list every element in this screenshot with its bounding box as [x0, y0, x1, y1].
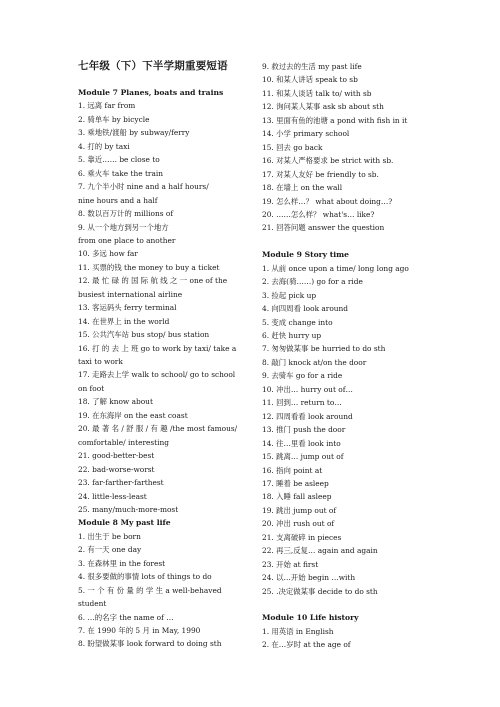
phrase-line: 21. 回答问题 answer the question: [262, 223, 385, 233]
phrase-line: 8. 敲门 knock at/on the door: [262, 357, 367, 367]
phrase-line: 19. 怎么样…？ what about doing…?: [262, 196, 393, 206]
phrase-line: 11. 买票的钱 the money to buy a ticket: [78, 262, 220, 272]
phrase-line: 12. 四周看看 look around: [262, 411, 353, 421]
phrase-line: 11. 回到… return to…: [262, 398, 342, 408]
phrase-line: 2. 有一天 one day: [78, 545, 142, 555]
phrase-line: 4. 很多要做的事情 lots of things to do: [78, 572, 212, 582]
phrase-line: 24. little-less-least: [78, 491, 147, 501]
phrase-line: 2. 骑单车 by bicycle: [78, 114, 150, 124]
phrase-line: 14. 在世界上 in the world: [78, 316, 170, 326]
phrase-line: taxi to work: [78, 357, 123, 366]
page-title: 七年级（下）下半学期重要短语: [78, 60, 228, 72]
phrase-line: 7. 九个半小时 nine and a half hours/: [78, 182, 209, 192]
phrase-line: 23. 开始 at first: [262, 559, 319, 569]
phrase-line: 1. 用英语 in English: [262, 626, 334, 636]
module-heading: Module 8 My past life: [78, 518, 171, 528]
phrase-line: 9. 救过去的生活 my past life: [262, 62, 362, 71]
phrase-line: 3. 捡起 pick up: [262, 290, 317, 300]
phrase-line: 9. 从一个地方到另一个地方: [78, 222, 169, 232]
phrase-line: 24. 以…开始 begin …with: [262, 573, 356, 583]
phrase-line: 5. 靠近…… be close to: [78, 155, 160, 165]
module-heading: Module 7 Planes, boats and trains: [78, 88, 224, 97]
phrase-line: 18. 了解 know about: [78, 397, 153, 407]
phrase-line: 1. 从前 once upon a time/ long long ago: [262, 263, 409, 273]
phrase-line: 3. 乘地铁/渡船 by subway/ferry: [78, 128, 190, 138]
phrase-line: 25. .决定做某事 decide to do sth: [262, 586, 378, 596]
phrase-line: 20. 冲出 rush out of: [262, 519, 335, 529]
phrase-line: on foot: [78, 383, 105, 393]
phrase-line: 21. good-better-best: [78, 451, 155, 461]
phrase-line: 11. 和某人谈话 talk to/ with sb: [262, 88, 372, 98]
phrase-line: 8. 数以百万计的 millions of: [78, 209, 174, 219]
phrase-line: 21. 支离破碎 in pieces: [262, 532, 342, 542]
phrase-line: 10. 和某人讲话 speak to sb: [262, 75, 358, 85]
phrase-line: 16. 指向 point at: [262, 465, 323, 475]
phrase-line: busiest international airline: [78, 289, 183, 299]
phrase-line: 4. 向四周看 look around: [262, 304, 349, 314]
phrase-line: 23. far-farther-farthest: [78, 478, 164, 488]
module-heading: Module 10 Life history: [262, 613, 359, 623]
phrase-line: 13. 客运码头 ferry terminal: [78, 303, 177, 313]
phrase-line: 8. 盼望做某事 look forward to doing sth: [78, 639, 222, 649]
phrase-line: 9. 去骑车 go for a ride: [262, 371, 343, 381]
phrase-line: 16. 打 的 去 上 班 go to work by taxi/ take a: [78, 343, 237, 353]
phrase-line: 1. 远离 far from: [78, 101, 136, 111]
phrase-line: 7. 在 1990 年的 5 月 in May, 1990: [78, 626, 201, 635]
phrase-line: 15. 回去 go back: [262, 142, 323, 152]
phrase-line: 5. 变成 change into: [262, 317, 333, 327]
phrase-line: 13. 里面有鱼的池塘 a pond with fish in it: [262, 115, 408, 125]
phrase-line: 6. 赶快 hurry up: [262, 331, 322, 340]
phrase-line: 7. 匆匆做某事 be hurried to do sth: [262, 344, 386, 354]
phrase-line: 15. 公共汽车站 bus stop/ bus station: [78, 330, 210, 340]
phrase-line: 17. 走路去上学 walk to school/ go to school: [78, 370, 236, 380]
phrase-line: 22. bad-worse-worst: [78, 464, 155, 474]
phrase-line: 20. ……怎么样？ what's… like?: [262, 209, 375, 219]
phrase-line: 6. 乘火车 take the train: [78, 168, 163, 178]
phrase-line: 13. 推门 push the door: [262, 425, 346, 435]
phrase-line: 18. 在墙上 on the wall: [262, 183, 343, 193]
phrase-line: 17. 对某人友好 be friendly to sb.: [262, 169, 379, 179]
phrase-line: 22. 再三,反复… again and again: [262, 546, 378, 556]
phrase-line: 5. 一 个 有 份 量 的 学 生 a well-behaved: [78, 585, 222, 595]
phrase-line: 12. 最 忙 碌 的 国 际 航 线 之 一 one of the: [78, 276, 228, 286]
phrase-line: 16. 对某人严格要求 be strict with sb.: [262, 156, 394, 166]
phrase-line: 10. 冲出… hurry out of…: [262, 384, 353, 394]
phrase-line: 18. 入睡 fall asleep: [262, 492, 332, 502]
phrase-line: 10. 多远 how far: [78, 249, 138, 259]
phrase-line: 25. many/much-more-most: [78, 504, 179, 514]
phrase-line: 6. …的名字 the name of …: [78, 612, 174, 622]
phrase-line: 1. 出生于 be born: [78, 531, 141, 541]
phrase-line: nine hours and a half: [78, 195, 158, 205]
phrase-line: 12. 询问某人某事 ask sb about sth: [262, 102, 384, 112]
phrase-line: 19. 跳出 jump out of: [262, 505, 337, 515]
phrase-line: from one place to another: [78, 235, 176, 245]
phrase-line: comfortable/ interesting: [78, 437, 169, 447]
phrase-line: 2. 在…岁时 at the age of: [262, 640, 351, 650]
phrase-line: 15. 跳离… jump out of: [262, 452, 344, 462]
phrase-line: 3. 在森林里 in the forest: [78, 558, 166, 568]
phrase-line: 14. 小学 primary school: [262, 129, 350, 139]
module-heading: Module 9 Story time: [262, 250, 349, 260]
phrase-line: 4. 打的 by taxi: [78, 141, 130, 151]
phrase-line: 14. 往…里看 look into: [262, 438, 341, 448]
phrase-line: 2. 去海(骑……) go for a ride: [262, 277, 363, 287]
phrase-line: 20. 最 著 名 / 舒 服 / 有 趣 /the most famous/: [78, 424, 238, 434]
phrase-line: 19. 在东海岸 on the east coast: [78, 410, 188, 420]
phrase-line: 17. 睡着 be asleep: [262, 478, 329, 488]
phrase-line: student: [78, 599, 107, 609]
